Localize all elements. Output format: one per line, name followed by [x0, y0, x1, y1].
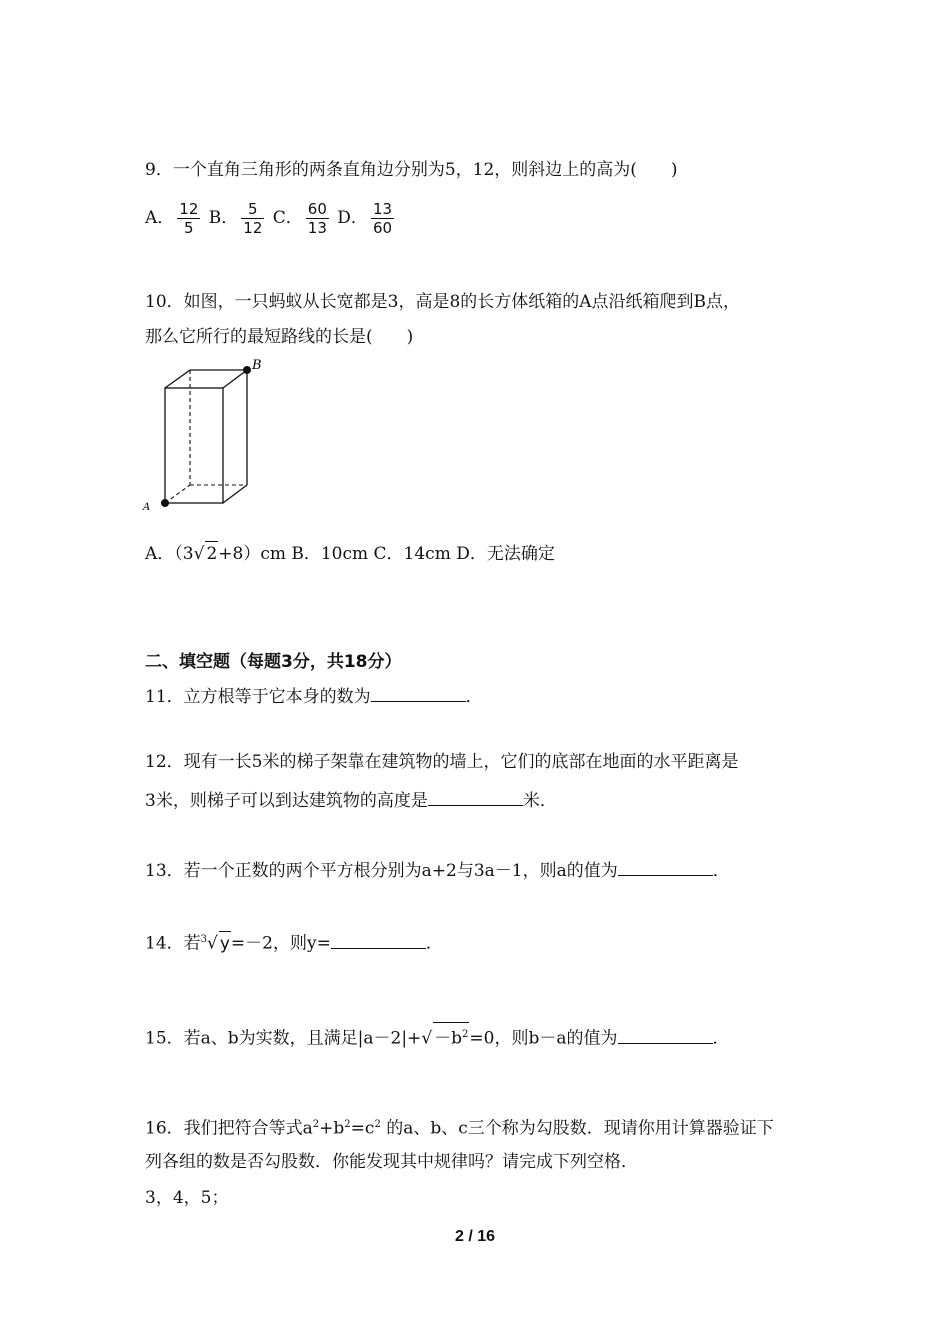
section-title: 二、填空题（每题3分，共18分）	[145, 652, 402, 672]
q12-line2: 3米，则梯子可以到达建筑物的高度是 米．	[145, 787, 557, 813]
q13: 13．若一个正数的两个平方根分别为a+2与3a－1，则a的值为 ．	[145, 857, 730, 883]
page-number: 2 / 16	[454, 1228, 496, 1245]
point-a	[161, 499, 169, 507]
q10-stem-line2: 那么它所行的最短路线的长是( )	[145, 327, 414, 347]
front-face	[165, 388, 223, 503]
answer-blank[interactable]	[618, 1025, 713, 1044]
q16-line2: 列各组的数是否勾股数．你能发现其中规律吗？请完成下列空格．	[145, 1152, 638, 1172]
answer-blank[interactable]	[371, 683, 466, 702]
q9-option-d: D． $\frac{13}{60}$	[337, 200, 393, 237]
cuboid-figure	[140, 355, 270, 515]
q9-options	[145, 200, 397, 237]
point-b	[243, 366, 251, 374]
q9-option-b: B． $\frac{5}{12}$	[208, 200, 263, 237]
q15: 15．若a、b为实数，且满足$|a-2|+√ -b^2=0$，则b－a的值为 ．	[145, 1022, 730, 1051]
answer-blank[interactable]	[331, 930, 426, 949]
q9-option-a: A． $\frac{12}{5}$	[145, 200, 199, 237]
q9-stem: 9．一个直角三角形的两条直角边分别为5，12，则斜边上的高为( )	[145, 160, 678, 180]
answer-blank[interactable]	[618, 857, 713, 876]
q12-line1: 12．现有一长5米的梯子架靠在建筑物的墙上，它们的底部在地面的水平距离是	[145, 752, 739, 772]
q11: 11．立方根等于它本身的数为 ．	[145, 683, 483, 709]
q10-stem-line1: 10．如图，一只蚂蚁从长宽都是3，高是8的长方体纸箱的A点沿纸箱爬到B点，	[145, 292, 741, 312]
q16-line3: 3，4，5；	[145, 1188, 229, 1208]
q10-options: A．（3√ 2+8）cm B．10cm C．14cm D．无法确定	[145, 541, 555, 566]
answer-blank[interactable]	[428, 787, 523, 806]
q9-option-c: C． $\frac{60}{13}$	[272, 200, 327, 237]
q14: 14．若$^3$√ y=－2，则y= ．	[145, 928, 443, 956]
q16-line1: 16．我们把符合等式$a^2+b^2=c^2$ 的a、b、c三个称为勾股数．现请你用计算器验证下	[145, 1118, 774, 1139]
label-b: B	[252, 358, 262, 373]
hidden-edges	[165, 370, 247, 503]
label-a: A	[143, 502, 151, 513]
